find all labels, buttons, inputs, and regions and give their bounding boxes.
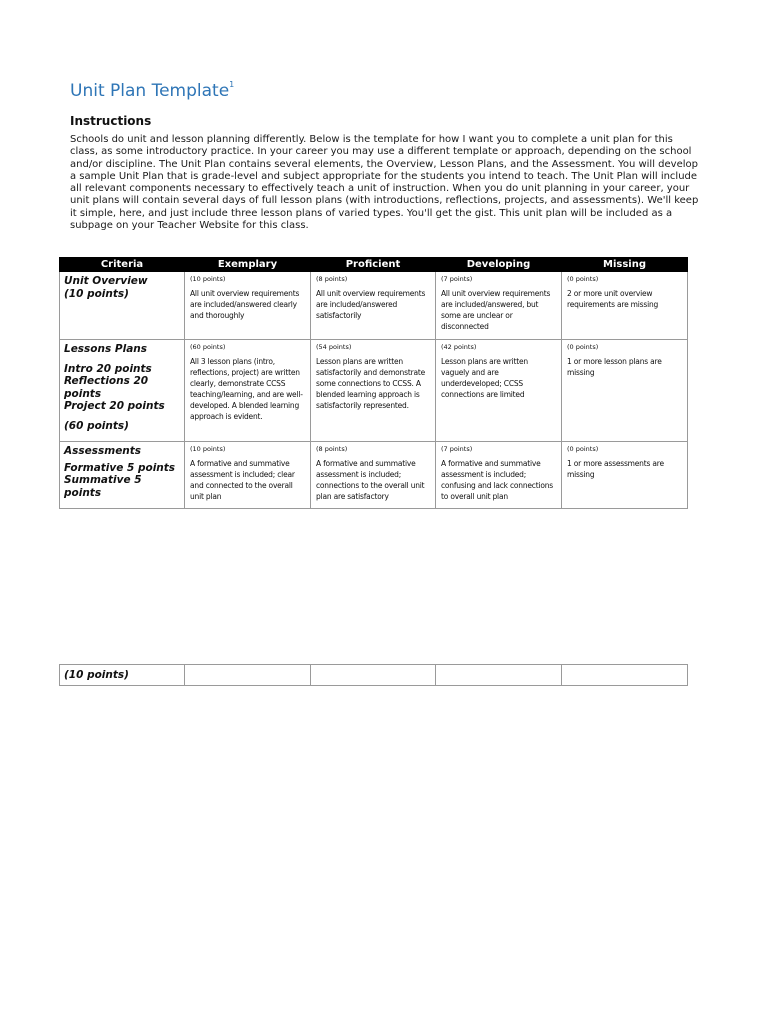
header-developing: Developing [436, 258, 562, 272]
rubric-row-assessments [60, 442, 688, 509]
rubric-cell-developing [436, 442, 562, 509]
rubric-row-lesson-plans [60, 340, 688, 442]
empty-cell [562, 665, 688, 686]
instructions-heading: Instructions [70, 114, 152, 128]
rubric-cell-exemplary [185, 340, 311, 442]
header-missing: Missing [562, 258, 688, 272]
cell-points: (8 points) [316, 275, 348, 283]
instructions-paragraph: Schools do unit and lesson planning differently. Below is the template for how I want you to complete a unit plan for this class, as some introductory practice. In your career you may use a different template or approach, depending on the school and/or discipline. The Unit Plan contains several elements, the Overview, Lesson Plans, and the Assessment. You will develop a sample Unit Plan that is grade-level and subject appropriate for the students you intend to teach. The Unit Plan will include all relevant components necessary to effectively teach a unit of instruction. When you do unit planning in your career, your unit plans will contain several days of full lesson plans (with introductions, reflections, projects, and assessments). We'll keep it simple, here, and just include three lesson plans of varied types. You'll get the gist. This unit plan will be included as a subpage on your Teacher Website for this class. [70, 134, 699, 232]
cell-points: (10 points) [190, 275, 226, 283]
title-footnote-marker[interactable]: 1 [229, 80, 235, 89]
criteria-points: (60 points) [64, 419, 129, 432]
cell-description: Lesson plans are written satisfactorily and demonstrate some connections to CCSS. A blended learning approach is satisfactorily represented. [316, 357, 425, 410]
header-exemplary: Exemplary [185, 258, 311, 272]
cell-points: (7 points) [441, 445, 473, 453]
criteria-sub-item: Intro 20 points [64, 362, 152, 375]
page-title [70, 80, 234, 101]
criteria-name: Lessons Plans [64, 343, 148, 355]
criteria-sub-item: Formative 5 points [64, 461, 176, 474]
rubric-cell-developing [436, 272, 562, 340]
empty-cell [436, 665, 562, 686]
cell-points: (0 points) [567, 343, 599, 351]
criteria-cell-unit-overview [60, 272, 185, 340]
criteria-sub-item: Reflections 20 points [64, 375, 149, 400]
cell-points: (0 points) [567, 275, 599, 283]
criteria-spacer [64, 413, 179, 420]
cell-description: All unit overview requirements are included/answered clearly and thoroughly [190, 289, 300, 320]
cell-points: (0 points) [567, 445, 599, 453]
cell-description: A formative and summative assessment is included; clear and connected to the overall unit plan [190, 459, 295, 501]
cell-description: A formative and summative assessment is included; confusing and lack connections to overall unit plan [441, 459, 554, 501]
empty-cell [185, 665, 311, 686]
rubric-cell-exemplary [185, 442, 311, 509]
criteria-points: (10 points) [64, 287, 129, 300]
cell-description: Lesson plans are written vaguely and are underdeveloped; CCSS connections are limited [441, 357, 528, 399]
criteria-sub-item: Project 20 points [64, 400, 165, 412]
cell-description: 1 or more lesson plans are missing [567, 357, 662, 377]
criteria-sub-item: Summative 5 points [64, 474, 142, 499]
rubric-cell-exemplary [185, 272, 311, 340]
rubric-cell-proficient [311, 272, 436, 340]
cell-points: (42 points) [441, 343, 477, 351]
cell-points: (7 points) [441, 275, 473, 283]
rubric-cell-missing [562, 340, 688, 442]
criteria-name: Unit Overview [64, 275, 148, 287]
empty-cell [311, 665, 436, 686]
cell-points: (60 points) [190, 343, 226, 351]
rubric-cell-developing [436, 340, 562, 442]
rubric-cell-proficient [311, 442, 436, 509]
rubric-table [59, 257, 688, 509]
rubric-header-row [60, 258, 688, 272]
criteria-points: (10 points) [60, 665, 185, 686]
criteria-cell-lesson-plans [60, 340, 185, 442]
criteria-cell-assessments [60, 442, 185, 509]
rubric-row-continuation [60, 665, 688, 686]
criteria-name: Assessments [64, 445, 142, 457]
cell-description: All unit overview requirements are included/answered satisfactorily [316, 289, 426, 320]
rubric-continuation-table [59, 664, 688, 686]
cell-description: 2 or more unit overview requirements are missing [567, 289, 659, 309]
header-criteria: Criteria [60, 258, 185, 272]
rubric-row-unit-overview [60, 272, 688, 340]
rubric-cell-missing [562, 272, 688, 340]
cell-description: A formative and summative assessment is included; connections to the overall unit plan are satisfactory [316, 459, 425, 501]
rubric-cell-missing [562, 442, 688, 509]
cell-points: (8 points) [316, 445, 348, 453]
cell-points: (54 points) [316, 343, 352, 351]
cell-description: All 3 lesson plans (intro, reflections, project) are written clearly, demonstrate CCSS teaching/learning, and are well-developed. A blended learning approach is evident. [190, 357, 303, 421]
cell-description: All unit overview requirements are included/answered, but some are unclear or disconnected [441, 289, 551, 331]
rubric-cell-proficient [311, 340, 436, 442]
cell-description: 1 or more assessments are missing [567, 459, 664, 479]
header-proficient: Proficient [311, 258, 436, 272]
cell-points: (10 points) [190, 445, 226, 453]
criteria-spacer [64, 356, 179, 363]
page-title-text: Unit Plan Template [70, 81, 230, 101]
